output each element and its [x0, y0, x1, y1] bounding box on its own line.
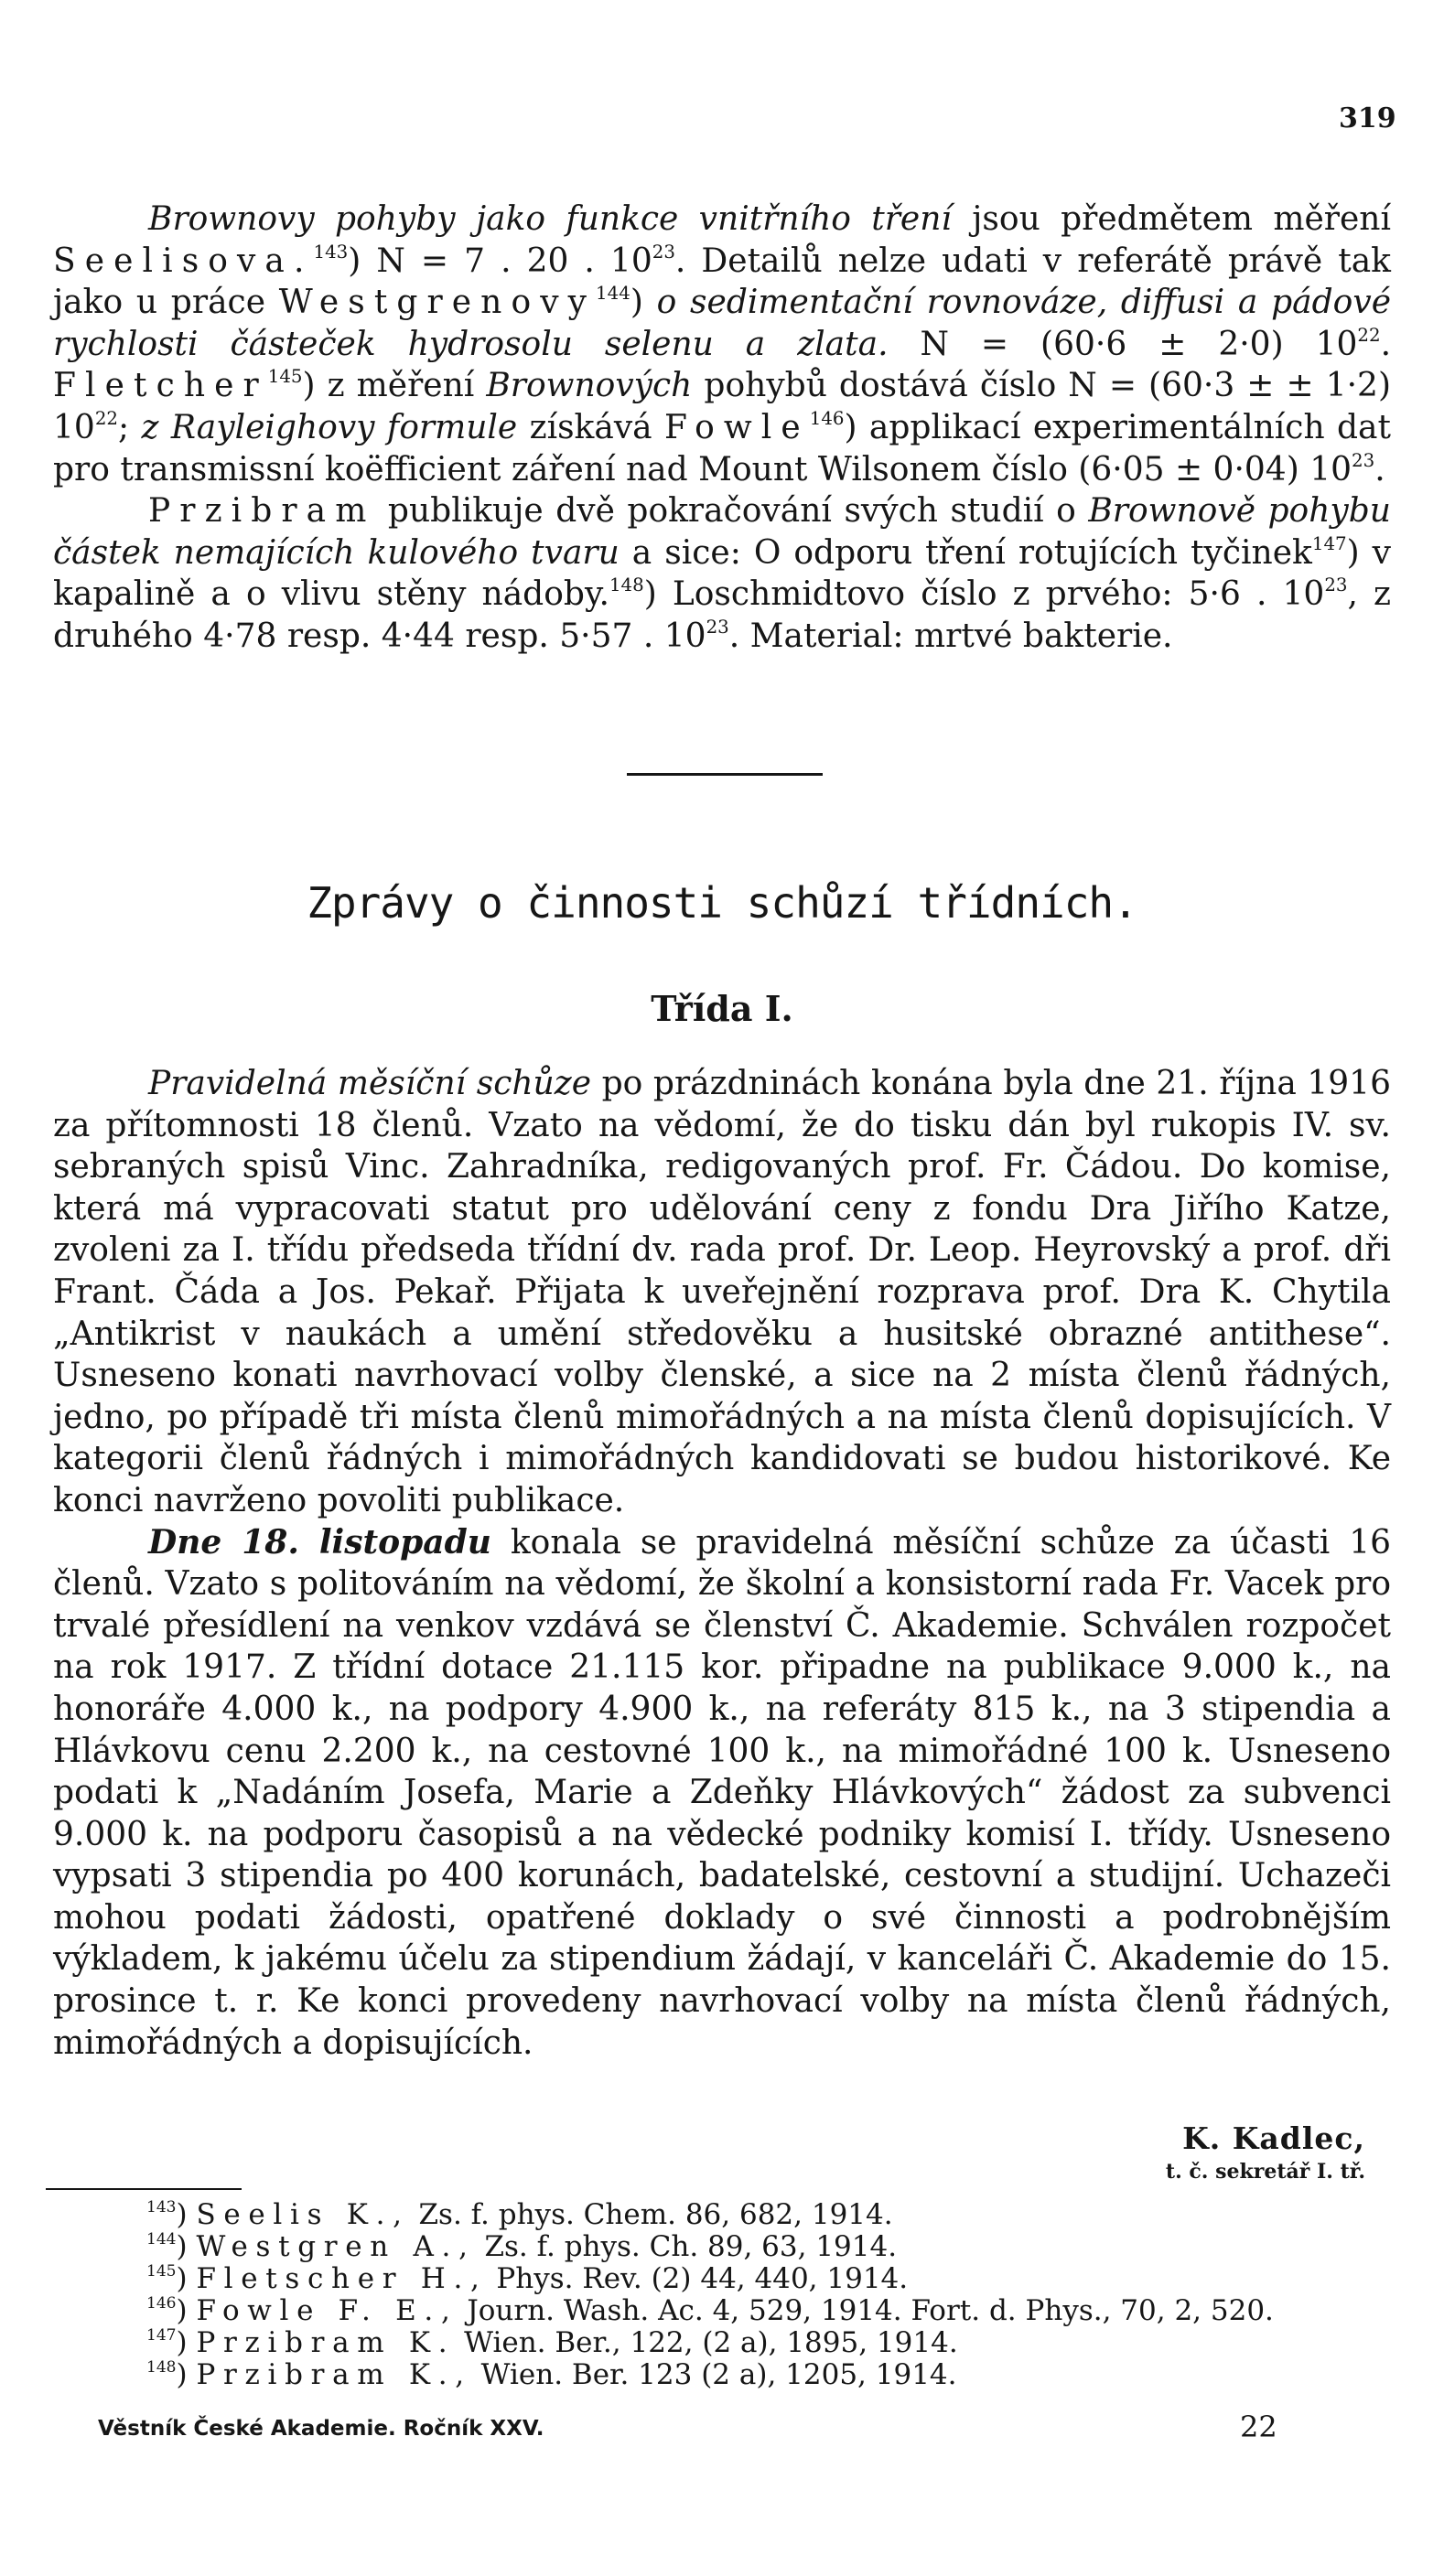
- footnote-author: Fletscher H.,: [196, 2262, 488, 2295]
- footnote-ref-145: 145: [267, 366, 303, 388]
- text-run: . Detailů nelze udati v referátě právě tak jako u práce: [53, 242, 1391, 322]
- brownian-paragraph-2: [53, 490, 1391, 657]
- exponent: 23: [1352, 449, 1375, 471]
- brownian-paragraph-1: [53, 199, 1391, 490]
- topic-italic: Brownových: [486, 367, 693, 405]
- topic-italic: Brownově pohybu částek nemajících kulového tvaru: [53, 492, 1391, 572]
- meeting-lead: Dne 18. listopadu: [148, 1522, 491, 1562]
- text-run: N = (60·6 ± 2·0) 10: [888, 325, 1358, 363]
- footnote-number: 143: [146, 2198, 177, 2217]
- meeting-text: po prázdninách konána byla dne 21. října 1916 za přítomnosti 18 členů. Vzato na vědomí, že do tisku dán byl rukopis IV. sv. sebraných spisů Vinc. Zahradníka, redigovaných prof. Fr. Čádou. Do komise, která má vypracovati statut pro udělování ceny z fondu Dra Jiřího Katze, zvoleni za I. třídu předseda třídní dv. rada prof. Dr. Leop. Heyrovský a prof. dři Frant. Čáda a Jos. Pekař. Přijata k uveřejnění rozprava prof. Dra K. Chytila „Antikrist v naukách a umění středověku a husitské obrazné antithese“. Usneseno konati navrhovací volby členské, a sice na 2 místa členů řádných, jedno, po případě tři místa členů mimořádných a na místa členů dopisujících. V kategorii členů řádných i mimořádných kandidovati se budou historikové. Ke konci navrženo povoliti publikace.: [53, 1065, 1391, 1519]
- journal-footer: Věstník České Akademie. Ročník XXV.: [98, 2417, 544, 2441]
- signature: [1166, 2120, 1365, 2184]
- exponent: 22: [94, 408, 118, 430]
- meeting-lead: Pravidelná měsíční schůze: [148, 1065, 592, 1102]
- footnote-ref-147: 147: [1311, 532, 1347, 554]
- text-run: ;: [117, 408, 142, 446]
- footnote-ref-144: 144: [596, 283, 630, 305]
- text-run: ) N = 7 . 20 . 10: [348, 242, 652, 280]
- footnote-author: Przibram K.: [196, 2326, 456, 2359]
- topic-italic: z Rayleighovy formule: [141, 408, 518, 446]
- footnote-number: 145: [146, 2262, 177, 2281]
- footnote-author: Fowle F. E.,: [196, 2294, 458, 2327]
- topic-italic: o sedimentační rovnováze, diffusi a pádové rychlosti částeček hydrosolu selenu a zlata.: [53, 284, 1391, 363]
- exponent: 23: [1324, 574, 1348, 596]
- footnote-author: Seelis K.,: [196, 2198, 410, 2231]
- text-run: a sice: O odporu tření rotujících tyčinek: [619, 533, 1312, 572]
- text-run: pohybů dostává číslo N = (60·3 ± ± 1·2) 10: [53, 367, 1391, 446]
- footnote-source: Zs. f. phys. Ch. 89, 63, 1914.: [475, 2230, 898, 2263]
- meetings-report: [53, 1063, 1391, 2064]
- footnote-rule: [46, 2188, 242, 2190]
- text-run: , z druhého 4·78 resp. 4·44 resp. 5·57 . 10: [53, 575, 1391, 655]
- footnote-source: Wien. Ber. 123 (2 a), 1205, 1914.: [471, 2358, 957, 2391]
- exponent: 22: [1357, 324, 1381, 346]
- author-fowle: Fowle: [664, 408, 810, 446]
- page-number: 319: [1339, 102, 1396, 134]
- footnote: $^{147}$) Przibram K. Wien. Ber., 122, (2 a), 1895, 1914.: [146, 2326, 958, 2359]
- footnote-ref-146: 146: [809, 408, 845, 430]
- footnote-source: Zs. f. phys. Chem. 86, 682, 1914.: [409, 2198, 893, 2231]
- exponent: 23: [652, 241, 675, 263]
- text-run: . Material: mrtvé bakterie.: [728, 617, 1173, 655]
- text-run: ): [630, 284, 657, 322]
- footnote-number: 144: [146, 2230, 177, 2249]
- text-run: jsou předmětem měření: [951, 200, 1391, 238]
- text-run: získává: [517, 408, 665, 446]
- text-run: .: [1380, 325, 1392, 363]
- topic-italic: Brownovy pohyby jako funkce vnitřního tření: [148, 200, 952, 238]
- text-run: ) Loschmidtovo číslo z prvého: 5·6 . 10: [643, 575, 1325, 614]
- meeting-paragraph-2: [53, 1522, 1391, 2065]
- footnote-number: 148: [146, 2358, 177, 2377]
- footnote: $^{144}$) Westgren A., Zs. f. phys. Ch. 89, 63, 1914.: [146, 2230, 898, 2263]
- footnote-number: 146: [146, 2294, 177, 2313]
- text-run: ) applikací experimentálních dat pro transmissní koëfficient záření nad Mount Wilsonem číslo (6·05 ± 0·04) 10: [53, 408, 1391, 488]
- author-fletcher: Fletcher: [53, 367, 268, 405]
- author-seelisova: Seelisova.: [53, 242, 314, 280]
- signature-title: t. č. sekretář I. tř.: [1165, 2160, 1365, 2184]
- text-run: publikuje dvě pokračování svých studií o: [375, 492, 1089, 531]
- class-title: Třída I.: [651, 988, 793, 1029]
- section-title: Zprávy o činnosti schůzí třídních.: [307, 878, 1137, 928]
- exponent: 23: [706, 617, 729, 639]
- footnote: $^{145}$) Fletscher H., Phys. Rev. (2) 44, 440, 1914.: [146, 2262, 909, 2295]
- section-divider: [627, 773, 823, 776]
- footnote-source: Wien. Ber., 122, (2 a), 1895, 1914.: [455, 2326, 958, 2359]
- text-run: .: [1374, 450, 1385, 488]
- footnote: $^{148}$) Przibram K., Wien. Ber. 123 (2 a), 1205, 1914.: [146, 2358, 957, 2391]
- footnote-ref-148: 148: [609, 574, 644, 596]
- footnote-ref-143: 143: [313, 241, 349, 263]
- author-przibram: Przibram: [148, 492, 376, 531]
- footnote: $^{143}$) Seelis K., Zs. f. phys. Chem. 86, 682, 1914.: [146, 2198, 893, 2231]
- sheet-number: 22: [1240, 2410, 1277, 2444]
- footnote-source: Journ. Wash. Ac. 4, 529, 1914. Fort. d. Phys., 70, 2, 520.: [458, 2294, 1274, 2327]
- signature-name: K. Kadlec,: [1182, 2120, 1365, 2156]
- brownian-motion-report: [53, 199, 1391, 658]
- footnote-author: Westgren A.,: [196, 2230, 476, 2263]
- footnotes: [146, 2199, 1409, 2391]
- author-westgrenovy: Westgrenovy: [278, 284, 597, 322]
- footnote-author: Przibram K.,: [196, 2358, 472, 2391]
- meeting-paragraph-1: [53, 1063, 1391, 1522]
- footnote-number: 147: [146, 2326, 177, 2345]
- text-run: ) z měření: [302, 367, 487, 405]
- footnote-source: Phys. Rev. (2) 44, 440, 1914.: [487, 2262, 909, 2295]
- footnote: $^{146}$) Fowle F. E., Journ. Wash. Ac. 4, 529, 1914. Fort. d. Phys., 70, 2, 520.: [146, 2294, 1274, 2327]
- text-run: ) v kapalině a o vlivu stěny nádoby.: [53, 533, 1392, 614]
- meeting-text: konala se pravidelná měsíční schůze za účasti 16 členů. Vzato s politováním na vědomí, že školní a konsistorní rada Fr. Vacek pro trvalé přesídlení na venkov vzdává se členství Č. Akademie. Schválen rozpočet na rok 1917. Z třídní dotace 21.115 kor. připadne na publikace 9.000 k., na honoráře 4.000 k., na podpory 4.900 k., na referáty 815 k., na 3 stipendia a Hlávkovu cenu 2.200 k., na cestovné 100 k., na mimořádné 100 k. Usneseno podati k „Nadáním Josefa, Marie a Zdeňky Hlávkových“ žádost za subvenci 9.000 k. na podporu časopisů a na vědecké podniky komisí I. třídy. Usneseno vypsati 3 stipendia po 400 korunách, badatelské, cestovní a studijní. Uchazeči mohou podati žádosti, opatřené doklady o své činnosti a podrobnějším výkladem, k jakému účelu za stipendium žádají, v kanceláři Č. Akademie do 15. prosince t. r. Ke konci provedeny navrhovací volby na místa členů řádných, mimořádných a dopisujících.: [53, 1523, 1391, 2062]
